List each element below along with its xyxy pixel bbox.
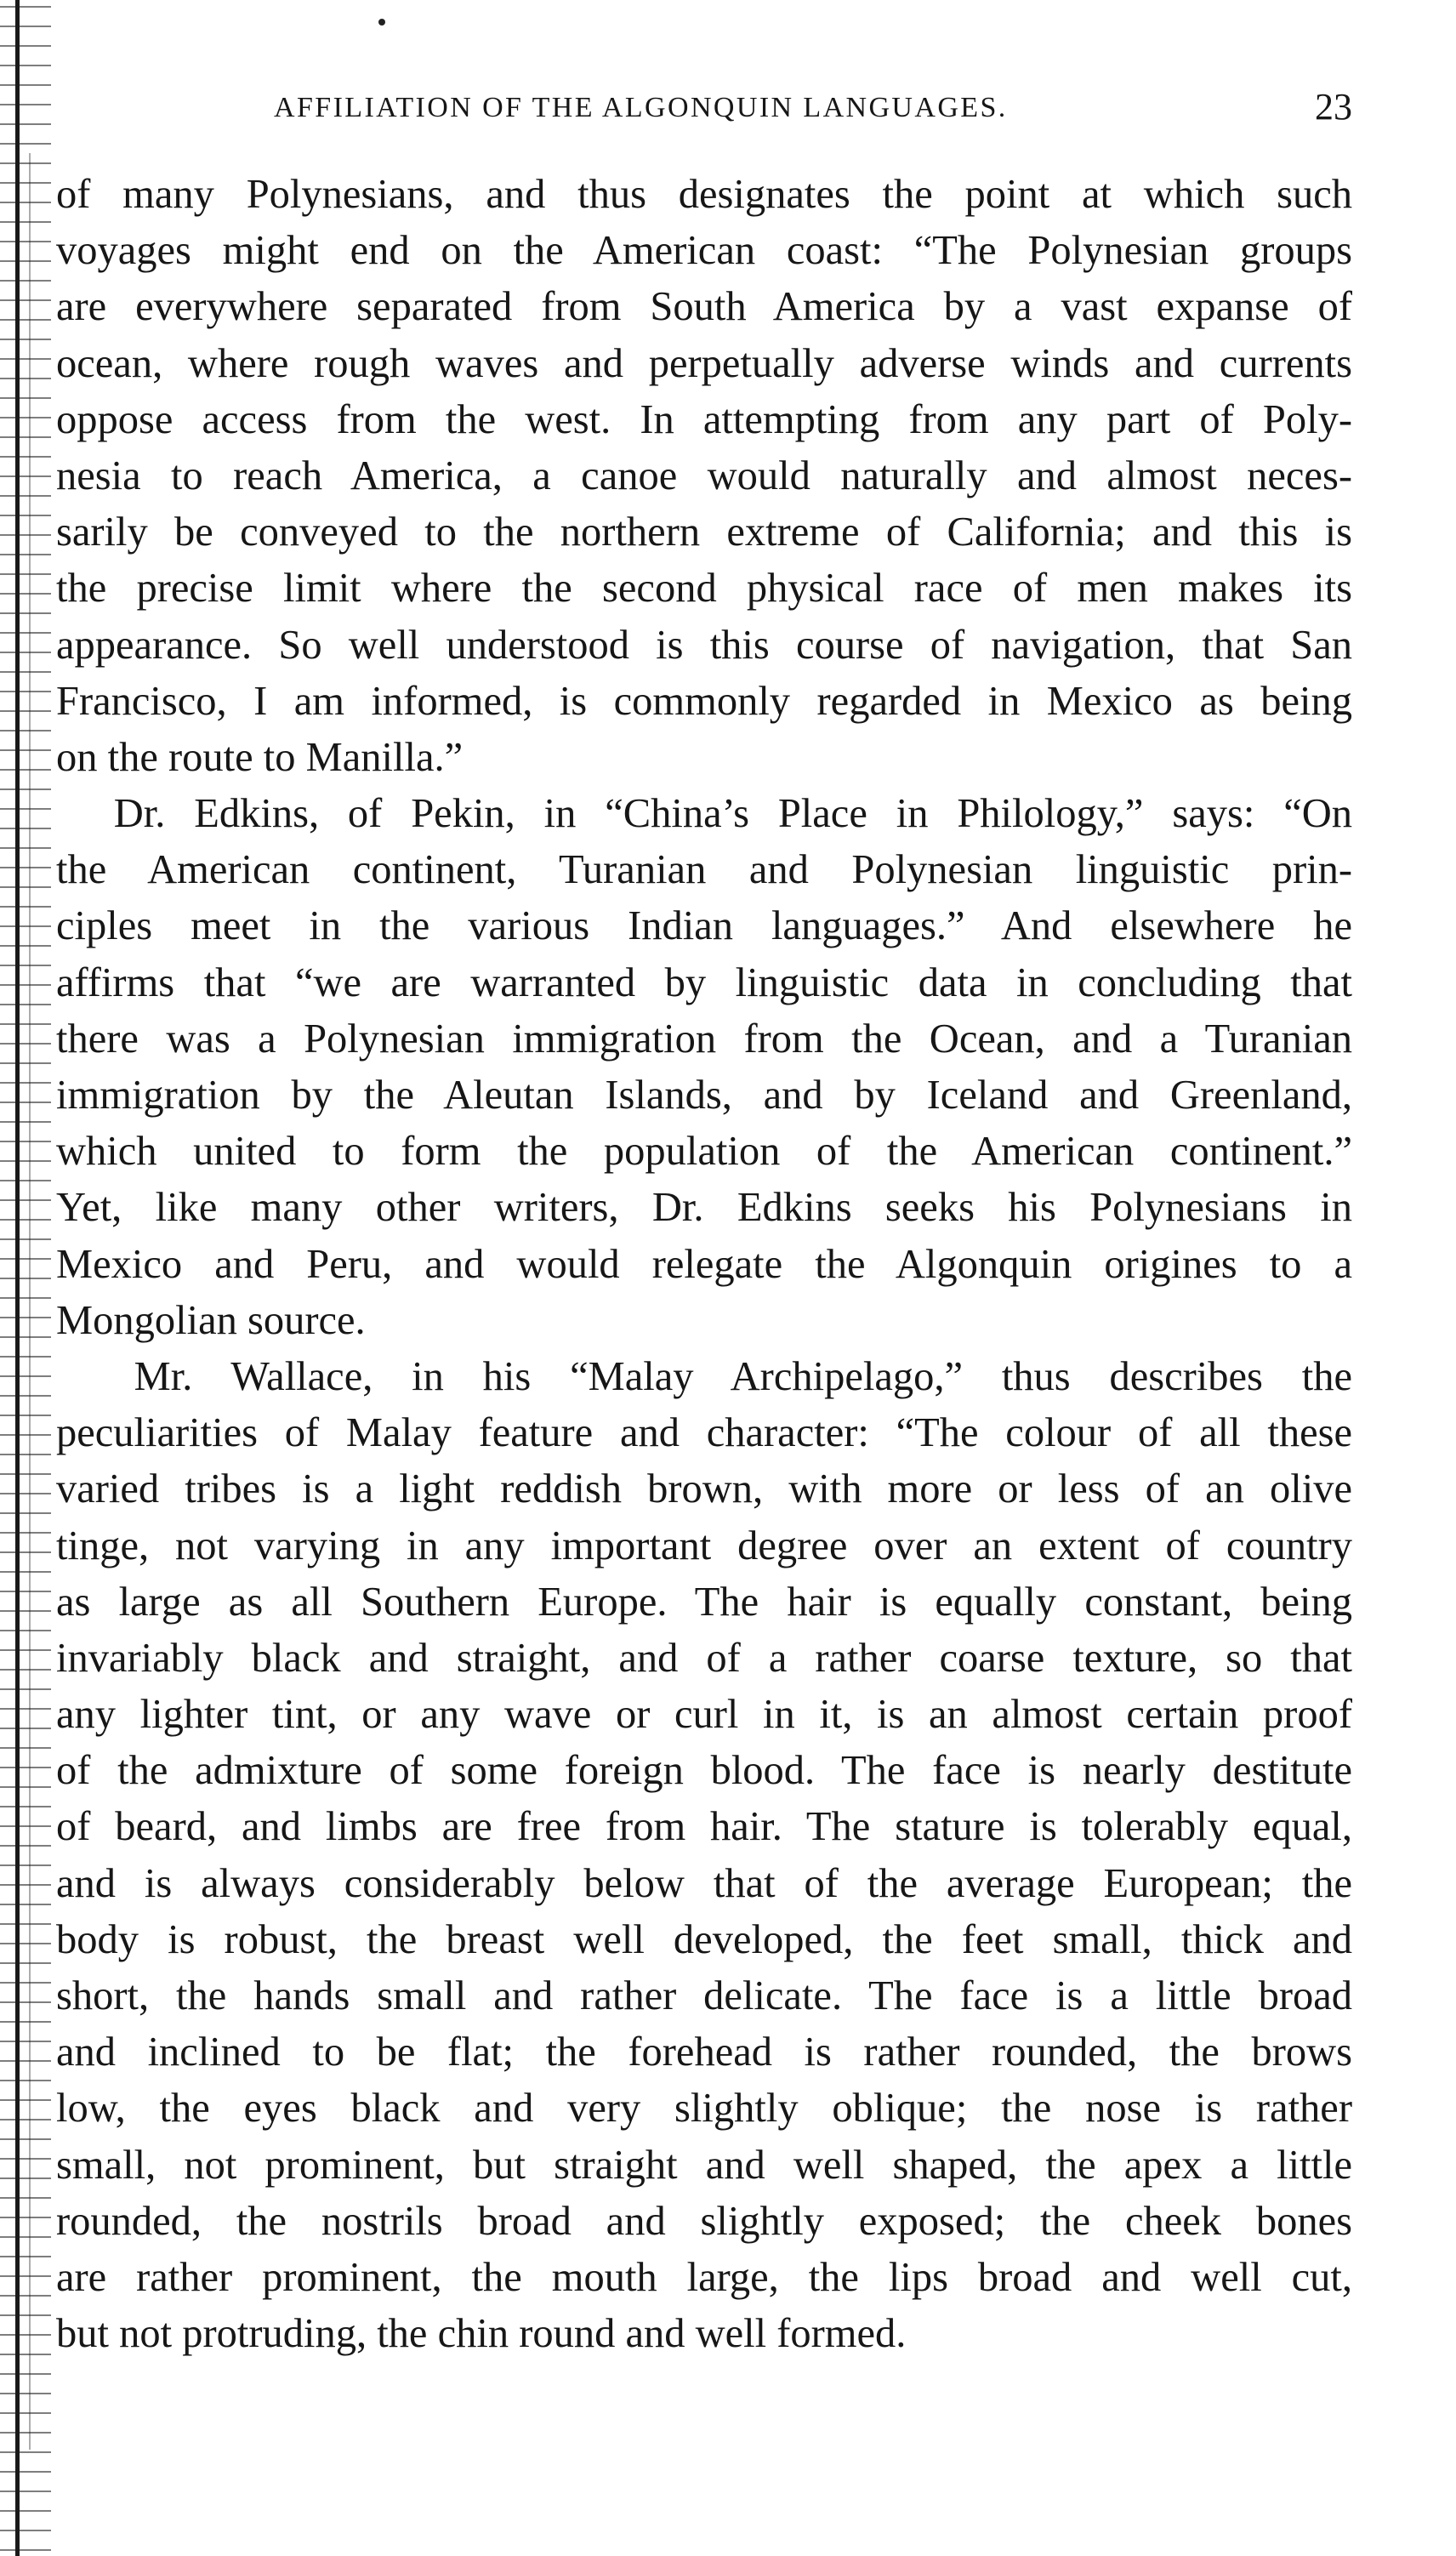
- text-line: appearance. So well understood is this course of navigation, that San: [56, 622, 1352, 668]
- text-line: immigration by the Aleutan Islands, and by Iceland and Greenland,: [56, 1073, 1352, 1118]
- text-line: there was a Polynesian immigration from the Ocean, and a Turanian: [56, 1016, 1352, 1062]
- text-line: Francisco, I am informed, is commonly regarded in Mexico as being: [56, 678, 1352, 724]
- text-line: body is robust, the breast well developed, the feet small, thick and: [56, 1916, 1352, 1962]
- text-line: and is always considerably below that of the average European; the: [56, 1860, 1352, 1906]
- binding-shadow: [29, 153, 31, 2450]
- running-head: AFFILIATION OF THE ALGONQUIN LANGUAGES.: [274, 92, 1008, 123]
- text-line: Yet, like many other writers, Dr. Edkins seeks his Polynesians in: [56, 1185, 1352, 1231]
- body-text: [56, 167, 1352, 2362]
- text-line: of the admixture of some foreign blood. The face is nearly destitute: [56, 1748, 1352, 1794]
- text-line: peculiarities of Malay feature and character: “The colour of all these: [56, 1410, 1352, 1456]
- text-line: short, the hands small and rather delicate. The face is a little broad: [56, 1973, 1352, 2018]
- print-speck: [378, 19, 385, 26]
- text-line: as large as all Southern Europe. The hair is equally constant, being: [56, 1579, 1352, 1625]
- text-line: Mongolian source.: [56, 1297, 366, 1343]
- text-line: on the route to Manilla.”: [56, 734, 464, 780]
- text-line: low, the eyes black and very slightly oblique; the nose is rather: [56, 2086, 1352, 2132]
- binding-edge: [0, 0, 51, 2556]
- text-line: invariably black and straight, and of a rather coarse texture, so that: [56, 1635, 1352, 1681]
- text-line: tinge, not varying in any important degree over an extent of country: [56, 1523, 1352, 1568]
- text-line: and inclined to be flat; the forehead is rather rounded, the brows: [56, 2029, 1352, 2075]
- text-line: oppose access from the west. In attempting from any part of Poly-: [56, 396, 1352, 442]
- text-line: of beard, and limbs are free from hair. The stature is tolerably equal,: [56, 1804, 1352, 1850]
- binding-rule: [15, 0, 20, 2556]
- text-line: any lighter tint, or any wave or curl in it, is an almost certain proof: [56, 1692, 1352, 1738]
- text-line: the American continent, Turanian and Polynesian linguistic prin-: [56, 847, 1352, 893]
- text-line: sarily be conveyed to the northern extreme of California; and this is: [56, 509, 1352, 555]
- text-line: Dr. Edkins, of Pekin, in “China’s Place in Philology,” says: “On: [56, 791, 1352, 837]
- text-line: voyages might end on the American coast: “The Polynesian groups: [56, 228, 1352, 274]
- page-header: [56, 85, 1352, 136]
- text-line: varied tribes is a light reddish brown, with more or less of an olive: [56, 1466, 1352, 1512]
- text-line: small, not prominent, but straight and well shaped, the apex a little: [56, 2142, 1352, 2188]
- text-line: Mr. Wallace, in his “Malay Archipelago,” thus describes the: [56, 1353, 1352, 1399]
- text-line: are rather prominent, the mouth large, the lips broad and well cut,: [56, 2254, 1352, 2300]
- text-line: nesia to reach America, a canoe would naturally and almost neces-: [56, 453, 1352, 498]
- text-line: which united to form the population of the American continent.”: [56, 1129, 1352, 1175]
- text-line: ciples meet in the various Indian languages.” And elsewhere he: [56, 903, 1352, 949]
- text-line: are everywhere separated from South America by a vast expanse of: [56, 284, 1352, 330]
- text-line: ocean, where rough waves and perpetually adverse winds and currents: [56, 340, 1352, 386]
- text-line: but not protruding, the chin round and well formed.: [56, 2311, 907, 2357]
- text-line: of many Polynesians, and thus designates the point at which such: [56, 172, 1352, 217]
- text-line: rounded, the nostrils broad and slightly exposed; the cheek bones: [56, 2198, 1352, 2244]
- page-number: 23: [1315, 86, 1352, 128]
- text-line: the precise limit where the second physical race of men makes its: [56, 566, 1352, 612]
- text-line: Mexico and Peru, and would relegate the Algonquin origines to a: [56, 1241, 1352, 1287]
- text-line: affirms that “we are warranted by linguistic data in concluding that: [56, 959, 1352, 1005]
